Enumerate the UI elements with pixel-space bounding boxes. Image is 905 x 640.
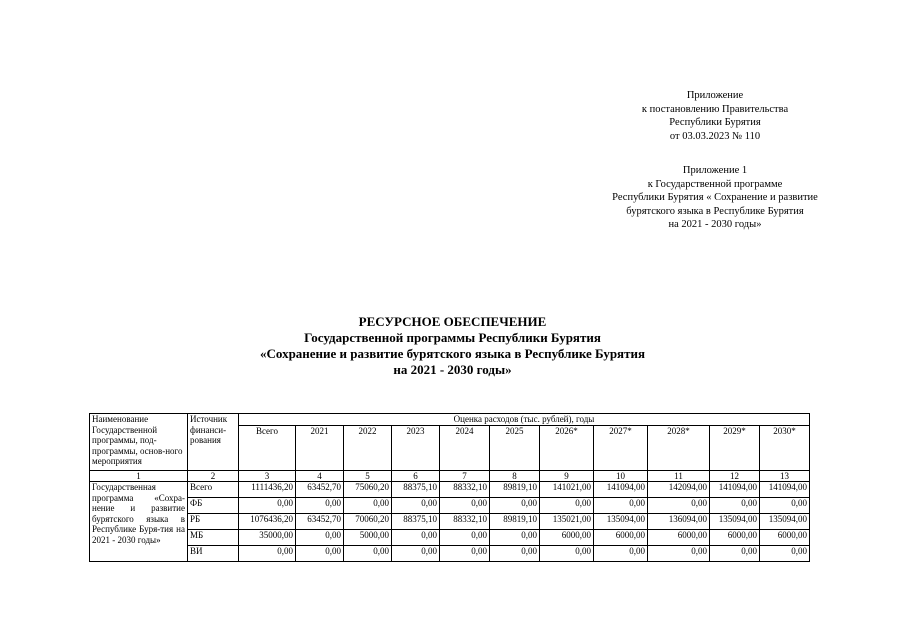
year-header-cell: 2025: [490, 425, 540, 470]
appendix-line: Приложение 1: [682, 165, 748, 176]
table-row: [90, 498, 810, 514]
appendix-line: на 2021 - 2030 годы»: [668, 219, 762, 230]
value-cell: 142094,00: [648, 482, 710, 498]
value-cell: 63452,70: [296, 482, 344, 498]
table-row: [90, 482, 810, 498]
col-source-header: Источник финанси-рования: [188, 414, 239, 471]
column-number-row: [90, 470, 810, 482]
value-cell: 88332,10: [440, 514, 490, 530]
value-cell: 6000,00: [710, 530, 760, 546]
value-cell: 0,00: [239, 546, 296, 562]
column-number-cell: 11: [648, 470, 710, 482]
value-cell: 0,00: [490, 530, 540, 546]
value-cell: 0,00: [296, 530, 344, 546]
program-name-cell: Государственная программа «Сохра-нение и развитие бурятского языка в Республике Буря-тия на 2021 - 2030 годы»: [90, 482, 188, 562]
value-cell: 135094,00: [594, 514, 648, 530]
value-cell: 0,00: [710, 498, 760, 514]
value-cell: 5000,00: [344, 530, 392, 546]
value-cell: 135094,00: [710, 514, 760, 530]
value-cell: 88375,10: [392, 482, 440, 498]
column-number-cell: 3: [239, 470, 296, 482]
value-cell: 89819,10: [490, 482, 540, 498]
value-cell: 0,00: [296, 546, 344, 562]
source-cell: ФБ: [188, 498, 239, 514]
table-row: [90, 514, 810, 530]
value-cell: 0,00: [760, 498, 810, 514]
value-cell: 6000,00: [760, 530, 810, 546]
year-header-cell: 2030*: [760, 425, 810, 470]
year-header-cell: 2021: [296, 425, 344, 470]
value-cell: 0,00: [296, 498, 344, 514]
column-number-cell: 2: [188, 470, 239, 482]
column-number-cell: 4: [296, 470, 344, 482]
column-number-cell: 7: [440, 470, 490, 482]
source-cell: РБ: [188, 514, 239, 530]
value-cell: 141094,00: [760, 482, 810, 498]
year-header-cell: 2023: [392, 425, 440, 470]
value-cell: 0,00: [440, 530, 490, 546]
appendix-line: к Государственной программе: [647, 178, 783, 190]
value-cell: 141021,00: [540, 482, 594, 498]
year-header-cell: 2028*: [648, 425, 710, 470]
resource-table: [89, 413, 810, 562]
value-cell: 0,00: [594, 498, 648, 514]
value-cell: 0,00: [540, 546, 594, 562]
value-cell: 0,00: [490, 546, 540, 562]
column-number-cell: 12: [710, 470, 760, 482]
appendix-line: от 03.03.2023 № 110: [669, 130, 761, 142]
column-number-cell: 1: [90, 470, 188, 482]
value-cell: 70060,20: [344, 514, 392, 530]
col-name-header: Наименование Государственной программы, под-программы, основ-ного мероприятия: [90, 414, 188, 471]
value-cell: 89819,10: [490, 514, 540, 530]
value-cell: 0,00: [239, 498, 296, 514]
column-number-cell: 5: [344, 470, 392, 482]
value-cell: 0,00: [440, 546, 490, 562]
column-number-cell: 8: [490, 470, 540, 482]
table-row: [90, 530, 810, 546]
value-cell: 6000,00: [540, 530, 594, 546]
value-cell: 141094,00: [594, 482, 648, 498]
value-cell: 135021,00: [540, 514, 594, 530]
value-cell: 6000,00: [648, 530, 710, 546]
costs-header: Оценка расходов (тыс. рублей), годы: [239, 414, 810, 426]
appendix-decree-block: [560, 89, 870, 143]
source-cell: МБ: [188, 530, 239, 546]
heading-line: на 2021 - 2030 годы»: [393, 362, 512, 377]
value-cell: 63452,70: [296, 514, 344, 530]
year-header-cell: Всего: [239, 425, 296, 470]
value-cell: 0,00: [710, 546, 760, 562]
value-cell: 0,00: [760, 546, 810, 562]
appendix-program-block: [560, 164, 870, 232]
value-cell: 88375,10: [392, 514, 440, 530]
value-cell: 1111436,20: [239, 482, 296, 498]
appendix-line: к постановлению Правительства: [641, 103, 789, 115]
column-number-cell: 6: [392, 470, 440, 482]
appendix-line: Приложение: [686, 90, 744, 101]
appendix-line: Республики Бурятия « Сохранение и развитие: [612, 192, 818, 203]
value-cell: 141094,00: [710, 482, 760, 498]
source-cell: ВИ: [188, 546, 239, 562]
appendix-line: бурятского языка в Республике Бурятия: [626, 205, 804, 217]
value-cell: 0,00: [648, 498, 710, 514]
value-cell: 0,00: [648, 546, 710, 562]
value-cell: 136094,00: [648, 514, 710, 530]
column-number-cell: 13: [760, 470, 810, 482]
year-header-cell: 2024: [440, 425, 490, 470]
source-cell: Всего: [188, 482, 239, 498]
value-cell: 1076436,20: [239, 514, 296, 530]
value-cell: 0,00: [440, 498, 490, 514]
value-cell: 0,00: [344, 546, 392, 562]
year-header-cell: 2022: [344, 425, 392, 470]
heading-line: РЕСУРСНОЕ ОБЕСПЕЧЕНИЕ: [358, 314, 547, 329]
value-cell: 0,00: [594, 546, 648, 562]
appendix-line: Республики Бурятия: [669, 117, 761, 128]
document-heading: [0, 314, 905, 378]
table-row: [90, 546, 810, 562]
value-cell: 0,00: [392, 498, 440, 514]
value-cell: 88332,10: [440, 482, 490, 498]
value-cell: 6000,00: [594, 530, 648, 546]
value-cell: 35000,00: [239, 530, 296, 546]
value-cell: 0,00: [392, 530, 440, 546]
heading-line: Государственной программы Республики Бурятия: [304, 330, 601, 345]
value-cell: 0,00: [344, 498, 392, 514]
column-number-cell: 10: [594, 470, 648, 482]
column-number-cell: 9: [540, 470, 594, 482]
year-header-cell: 2026*: [540, 425, 594, 470]
heading-line: «Сохранение и развитие бурятского языка в Республике Бурятия: [260, 346, 645, 361]
value-cell: 75060,20: [344, 482, 392, 498]
value-cell: 0,00: [490, 498, 540, 514]
value-cell: 135094,00: [760, 514, 810, 530]
value-cell: 0,00: [392, 546, 440, 562]
year-header-cell: 2027*: [594, 425, 648, 470]
value-cell: 0,00: [540, 498, 594, 514]
year-header-cell: 2029*: [710, 425, 760, 470]
